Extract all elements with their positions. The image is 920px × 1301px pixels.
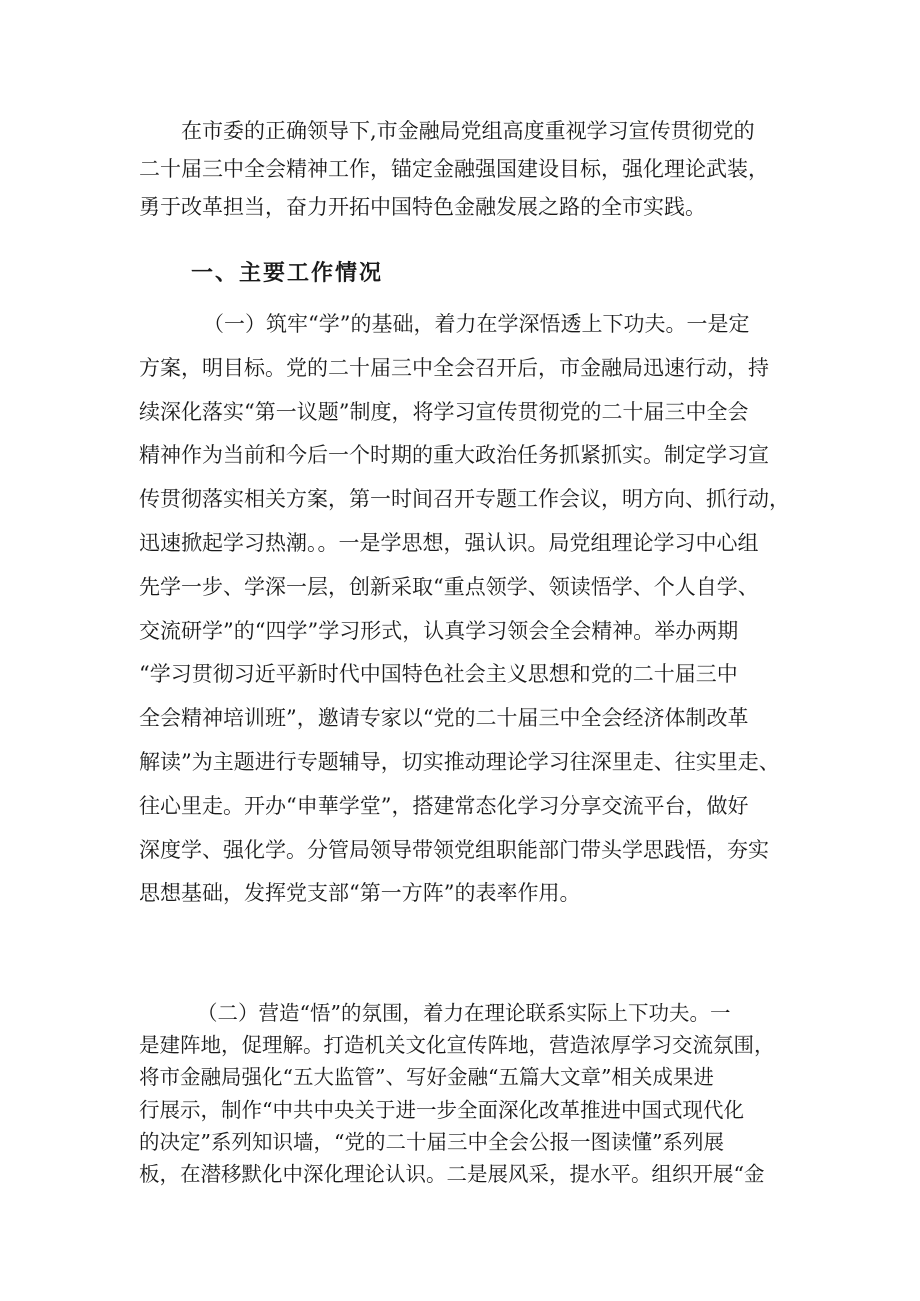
paragraph-line: 方案，明目标。党的二十届三中全会召开后，市金融局迅速行动，持: [139, 355, 769, 380]
paragraph-line: 的决定”系列知识墙，“党的二十届三中全会公报一图读懂”系列展: [139, 1129, 724, 1154]
paragraph-line: 全会精神培训班”，邀请专家以“党的二十届三中全会经济体制改革: [139, 706, 749, 731]
paragraph-line: 往心里走。开办“申華学堂”，搭建常态化学习分享交流平台，做好: [139, 793, 749, 818]
section-heading: 一、主要工作情况: [191, 260, 384, 286]
paragraph-line: 行展示，制作“中共中央关于进一步全面深化改革推进中国式现代化: [139, 1097, 744, 1122]
paragraph-study-foundation: [139, 303, 789, 916]
paragraph-understanding-atmosphere: [139, 997, 799, 1190]
paragraph-line: 是建阵地，促理解。打造机关文化宣传阵地，营造浓厚学习交流氛围，: [139, 1033, 775, 1058]
paragraph-line: “学习贯彻习近平新时代中国特色社会主义思想和党的二十届三中: [139, 662, 738, 687]
paragraph-line: （二）营造“悟”的氛围，着力在理论联系实际上下功夫。一: [197, 1001, 731, 1025]
paragraph-line: 迅速掀起学习热潮。。一是学思想，强认识。局党组理论学习中心组: [139, 530, 759, 555]
paragraph-line: 解读”为主题进行专题辅导，切实推动理论学习往深里走、往实里走、: [139, 749, 780, 774]
intro-line: 二十届三中全会精神工作，锚定金融强国建设目标，强化理论武装，: [139, 157, 769, 181]
paragraph-line: 交流研学”的“四学”学习形式，认真学习领会全会精神。举办两期: [139, 618, 739, 643]
intro-line: 勇于改革担当，奋力开拓中国特色金融发展之路的全市实践。: [139, 195, 706, 219]
intro-line: 在市委的正确领导下,市金融局党组高度重视学习宣传贯彻党的: [181, 119, 755, 143]
paragraph-line: 先学一步、学深一层，创新采取“重点领学、领读悟学、个人自学、: [139, 574, 759, 599]
paragraph-line: 思想基础，发挥党支部“第一方阵”的表率作用。: [139, 881, 581, 906]
paragraph-line: 深度学、强化学。分管局领导带领党组职能部门带头学思践悟，夯实: [139, 837, 769, 862]
paragraph-line: 板，在潜移默化中深化理论认识。二是展风采，提水平。组织开展“金: [139, 1162, 765, 1187]
paragraph-line: （一）筑牢“学”的基础，着力在学深悟透上下功夫。一是定: [203, 312, 750, 336]
intro-paragraph: [139, 112, 789, 226]
paragraph-line: 精神作为当前和今后一个时期的重大政治任务抓紧抓实。制定学习宣: [139, 443, 769, 468]
paragraph-line: 续深化落实“第一议题”制度，将学习宣传贯彻党的二十届三中全会: [139, 399, 749, 424]
paragraph-line: 将市金融局强化“五大监管”、写好金融“五篇大文章”相关成果进: [139, 1065, 714, 1090]
paragraph-line: 传贯彻落实相关方案，第一时间召开专题工作会议，明方向、抓行动，: [139, 487, 790, 512]
